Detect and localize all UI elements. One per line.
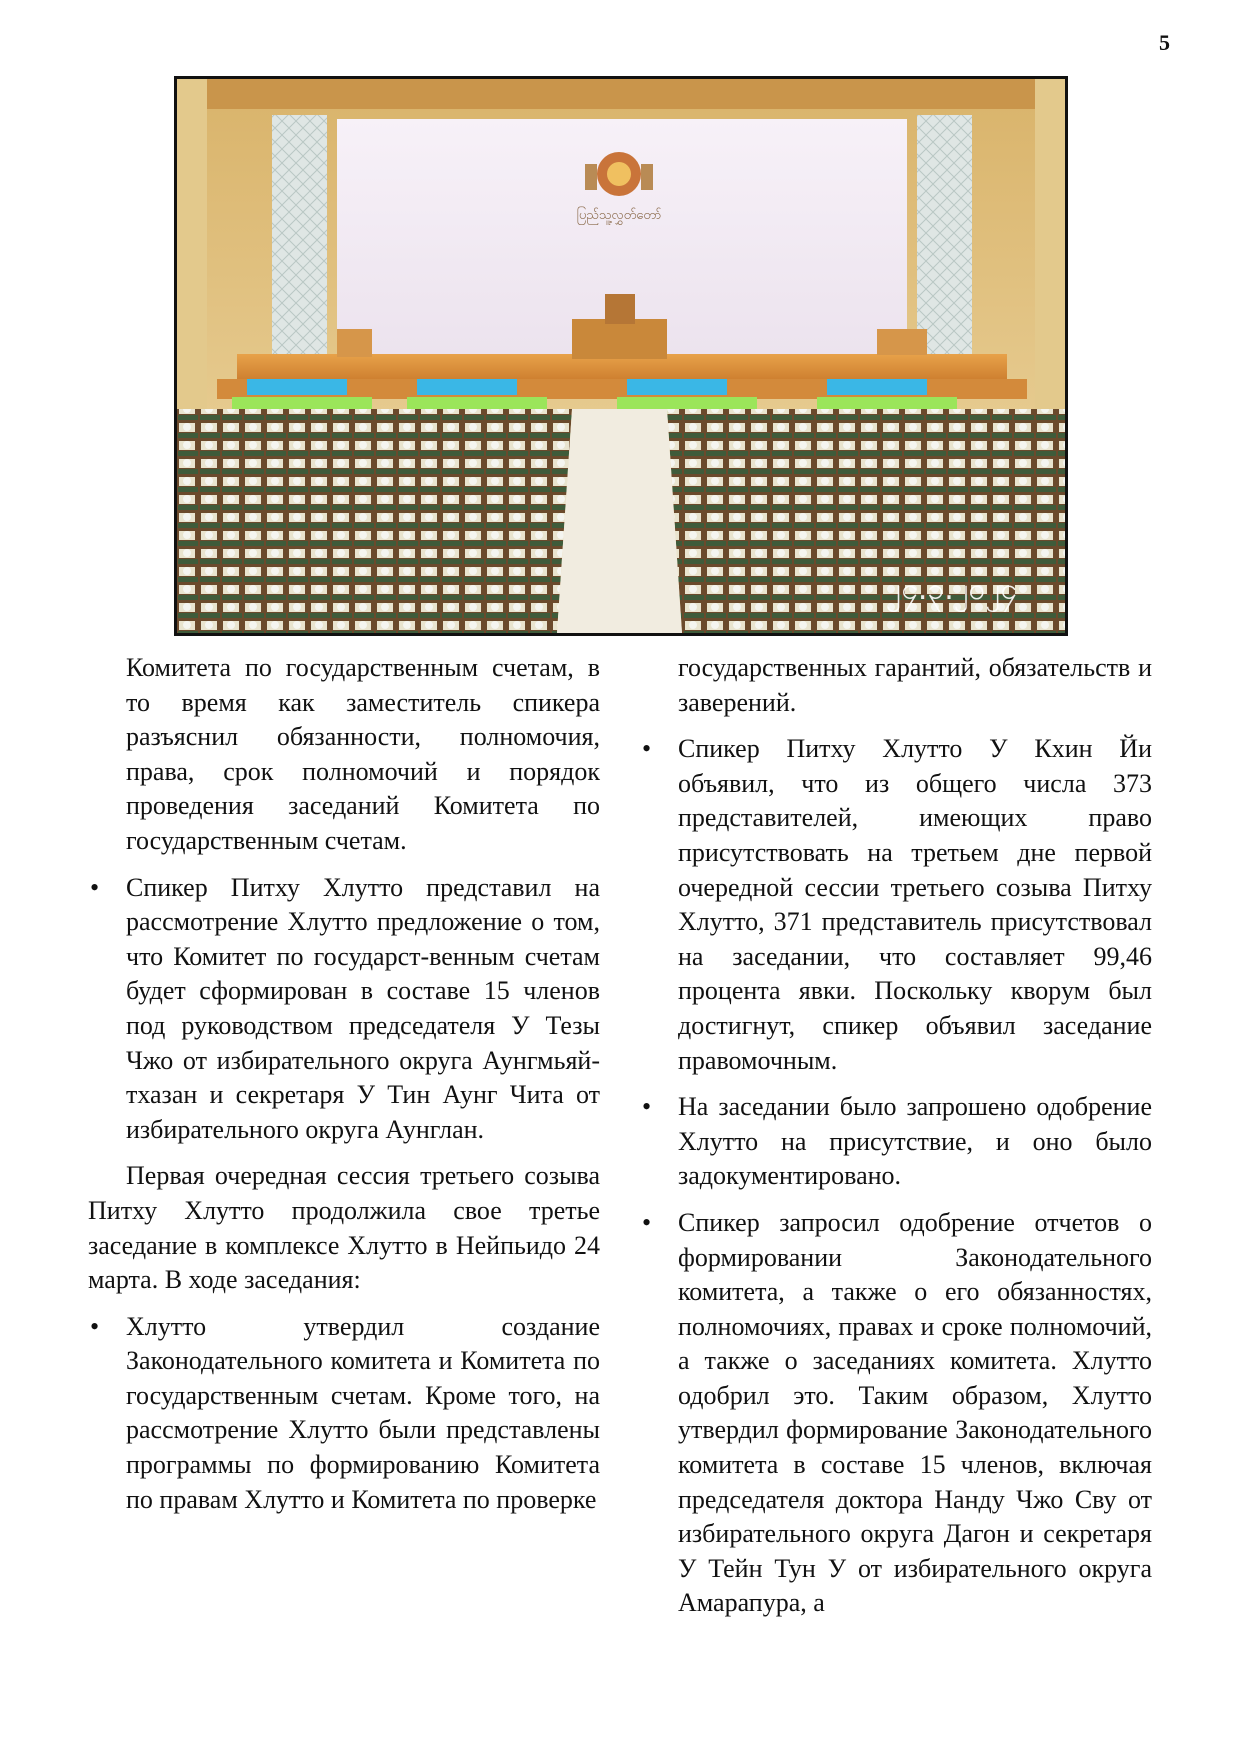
right-column: [640, 651, 1152, 1633]
list-item: [640, 1206, 1152, 1621]
bullet-icon: •: [90, 872, 100, 902]
continued-paragraph: государственных гарантий, обязательств и заверений.: [678, 653, 1152, 717]
left-column: [88, 651, 600, 1529]
list-item-text: Спикер Питху Хлутто представил на рассмотрение Хлутто предложение о том, что Комитет по государст-венным счетам будет сформирован в составе 15 членов под руководством председателя У Тезы Чжо от избирательного округа Аунгмьяй-тхазан и секретаря У Тин Аунг Чита от избирательного округа Аунглан.: [126, 872, 600, 1144]
list-item: [88, 871, 600, 1148]
list-item-text: Спикер запросил одобрение отчетов о формировании Законодательного комитета, а также о его обязанностях, полномочиях, правах и сроке полномочий, а также о заседаниях комитета. Хлутто одобрил это. Таким образом, Хлутто утвердил формирование Законодательного комитета в составе 15 членов, включая председателя доктора Нанду Чжо Сву от избирательного округа Дагон и секретаря У Тейн Тун У от избирательного округа Амарапура, а: [678, 1207, 1152, 1618]
bullet-icon: •: [642, 1092, 652, 1122]
emblem-caption: ပြည်သူ့လွှတ်တော်: [576, 208, 662, 223]
list-item-text: Хлутто утвердил создание Законодательного комитета и Комитета по государственным счетам. Кроме того, на рассмотрение Хлутто были представлены программы по формированию Комитета по правам Хлутто и Комитета по проверке: [126, 1311, 600, 1514]
list-item: [640, 1090, 1152, 1194]
list-item-text: На заседании было запрошено одобрение Хлутто на присутствие, и оно было задокументировано.: [678, 1092, 1152, 1191]
broadcast-timestamp: ၂၄.၃.၂၀၂၄: [886, 572, 1017, 607]
list-item-text: Спикер Питху Хлутто У Кхин Йи объявил, что из общего числа 373 представителей, имеющих право присутствовать на третьем дне первой очередной сессии третьего созыва Питху Хлутто, 371 представитель присутствовал на заседании, что составляет 99,46 процента явки. Поскольку кворум был достигнут, спикер объявил заседание правомочным.: [678, 734, 1152, 1075]
parliament-hall-illustration: [177, 79, 1065, 633]
bullet-icon: •: [642, 1207, 652, 1237]
parliament-session-photo: [174, 76, 1068, 636]
page-number: 5: [1159, 30, 1170, 55]
list-item: [640, 732, 1152, 1078]
bullet-icon: •: [642, 734, 652, 764]
list-item: [88, 1310, 600, 1518]
paragraph: Первая очередная сессия третьего созыва Питху Хлутто продолжила свое третье заседание в комплексе Хлутто в Нейпьидо 24 марта. В ходе заседания:: [88, 1161, 600, 1295]
continued-paragraph: Комитета по государственным счетам, в то время как заместитель спикера разъяснил обязанности, полномочия, права, срок полномочий и порядок проведения заседаний Комитета по государственным счетам.: [126, 653, 600, 855]
bullet-icon: •: [90, 1311, 100, 1341]
